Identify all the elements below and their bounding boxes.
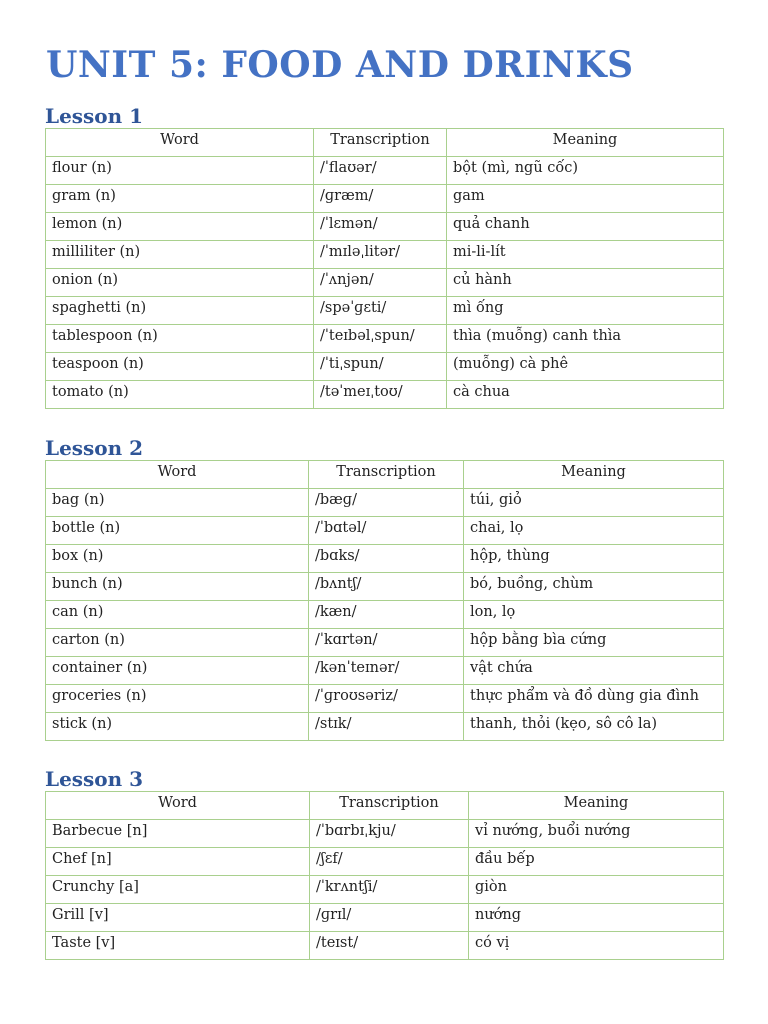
transcription-cell: /teɪst/ <box>310 932 469 960</box>
meaning-cell: có vị <box>469 932 724 960</box>
meaning-cell: lon, lọ <box>464 601 724 629</box>
word-cell: Barbecue [n] <box>46 820 310 848</box>
meaning-cell: bó, buồng, chùm <box>464 573 724 601</box>
table-row <box>46 820 724 848</box>
word-cell: Crunchy [a] <box>46 876 310 904</box>
table-row <box>46 381 724 409</box>
column-header-transcription: Transcription <box>309 461 464 489</box>
table-row <box>46 157 724 185</box>
table-row <box>46 185 724 213</box>
transcription-cell: /bɑks/ <box>309 545 464 573</box>
column-header-meaning: Meaning <box>447 129 724 157</box>
transcription-cell: /ˈkrʌntʃi/ <box>310 876 469 904</box>
table-row <box>46 932 724 960</box>
transcription-cell: /ˈmɪləˌlitər/ <box>314 241 447 269</box>
word-cell: bag (n) <box>46 489 309 517</box>
lesson-3-section <box>45 767 723 960</box>
table-row <box>46 713 724 741</box>
table-row <box>46 213 724 241</box>
lesson-heading: Lesson 3 <box>45 767 144 791</box>
lesson-2-section <box>45 436 723 741</box>
word-cell: groceries (n) <box>46 685 309 713</box>
word-cell: spaghetti (n) <box>46 297 314 325</box>
transcription-cell: /ɡræm/ <box>314 185 447 213</box>
meaning-cell: cà chua <box>447 381 724 409</box>
transcription-cell: /ɡrɪl/ <box>310 904 469 932</box>
transcription-cell: /kæn/ <box>309 601 464 629</box>
vocabulary-table <box>45 791 724 960</box>
table-row <box>46 685 724 713</box>
table-row <box>46 573 724 601</box>
column-header-word: Word <box>46 792 310 820</box>
word-cell: bunch (n) <box>46 573 309 601</box>
lesson-1-section <box>45 104 723 409</box>
transcription-cell: /ˈlɛmən/ <box>314 213 447 241</box>
column-header-word: Word <box>46 461 309 489</box>
column-header-transcription: Transcription <box>314 129 447 157</box>
meaning-cell: thìa (muỗng) canh thìa <box>447 325 724 353</box>
word-cell: milliliter (n) <box>46 241 314 269</box>
table-row <box>46 489 724 517</box>
word-cell: tomato (n) <box>46 381 314 409</box>
word-cell: Chef [n] <box>46 848 310 876</box>
transcription-cell: /ˈbɑtəl/ <box>309 517 464 545</box>
word-cell: tablespoon (n) <box>46 325 314 353</box>
column-header-meaning: Meaning <box>469 792 724 820</box>
table-row <box>46 904 724 932</box>
transcription-cell: /bʌntʃ/ <box>309 573 464 601</box>
table-header-row <box>46 792 724 820</box>
lesson-heading: Lesson 2 <box>45 436 144 460</box>
table-row <box>46 353 724 381</box>
table-row <box>46 297 724 325</box>
vocabulary-table <box>45 128 724 409</box>
table-row <box>46 848 724 876</box>
transcription-cell: /stɪk/ <box>309 713 464 741</box>
transcription-cell: /kənˈteɪnər/ <box>309 657 464 685</box>
word-cell: bottle (n) <box>46 517 309 545</box>
word-cell: Grill [v] <box>46 904 310 932</box>
table-row <box>46 241 724 269</box>
transcription-cell: /ˈbɑrbɪˌkju/ <box>310 820 469 848</box>
word-cell: gram (n) <box>46 185 314 213</box>
lesson-heading: Lesson 1 <box>45 104 144 128</box>
transcription-cell: /ˈkɑrtən/ <box>309 629 464 657</box>
meaning-cell: vật chứa <box>464 657 724 685</box>
meaning-cell: mi-li-lít <box>447 241 724 269</box>
transcription-cell: /ˈtiˌspun/ <box>314 353 447 381</box>
word-cell: container (n) <box>46 657 309 685</box>
transcription-cell: /ˈʌnjən/ <box>314 269 447 297</box>
table-row <box>46 657 724 685</box>
transcription-cell: /ˈflaʊər/ <box>314 157 447 185</box>
table-row <box>46 601 724 629</box>
table-row <box>46 325 724 353</box>
meaning-cell: củ hành <box>447 269 724 297</box>
meaning-cell: quả chanh <box>447 213 724 241</box>
meaning-cell: mì ống <box>447 297 724 325</box>
meaning-cell: đầu bếp <box>469 848 724 876</box>
meaning-cell: nướng <box>469 904 724 932</box>
meaning-cell: túi, giỏ <box>464 489 724 517</box>
transcription-cell: /ˈɡroʊsəriz/ <box>309 685 464 713</box>
transcription-cell: /bæɡ/ <box>309 489 464 517</box>
word-cell: box (n) <box>46 545 309 573</box>
word-cell: flour (n) <box>46 157 314 185</box>
meaning-cell: hộp bằng bìa cứng <box>464 629 724 657</box>
transcription-cell: /spəˈɡɛti/ <box>314 297 447 325</box>
word-cell: onion (n) <box>46 269 314 297</box>
table-row <box>46 629 724 657</box>
meaning-cell: hộp, thùng <box>464 545 724 573</box>
meaning-cell: giòn <box>469 876 724 904</box>
word-cell: teaspoon (n) <box>46 353 314 381</box>
transcription-cell: /ʃɛf/ <box>310 848 469 876</box>
meaning-cell: vỉ nướng, buổi nướng <box>469 820 724 848</box>
word-cell: carton (n) <box>46 629 309 657</box>
meaning-cell: chai, lọ <box>464 517 724 545</box>
table-row <box>46 517 724 545</box>
column-header-transcription: Transcription <box>310 792 469 820</box>
vocabulary-table <box>45 460 724 741</box>
table-row <box>46 876 724 904</box>
meaning-cell: (muỗng) cà phê <box>447 353 724 381</box>
meaning-cell: bột (mì, ngũ cốc) <box>447 157 724 185</box>
page-title: UNIT 5: FOOD AND DRINKS <box>46 44 634 86</box>
table-row <box>46 545 724 573</box>
meaning-cell: thực phẩm và đồ dùng gia đình <box>464 685 724 713</box>
column-header-meaning: Meaning <box>464 461 724 489</box>
word-cell: lemon (n) <box>46 213 314 241</box>
meaning-cell: gam <box>447 185 724 213</box>
word-cell: Taste [v] <box>46 932 310 960</box>
table-header-row <box>46 461 724 489</box>
word-cell: stick (n) <box>46 713 309 741</box>
column-header-word: Word <box>46 129 314 157</box>
table-row <box>46 269 724 297</box>
table-header-row <box>46 129 724 157</box>
transcription-cell: /ˈteɪbəlˌspun/ <box>314 325 447 353</box>
meaning-cell: thanh, thỏi (kẹo, sô cô la) <box>464 713 724 741</box>
word-cell: can (n) <box>46 601 309 629</box>
transcription-cell: /təˈmeɪˌtoʊ/ <box>314 381 447 409</box>
